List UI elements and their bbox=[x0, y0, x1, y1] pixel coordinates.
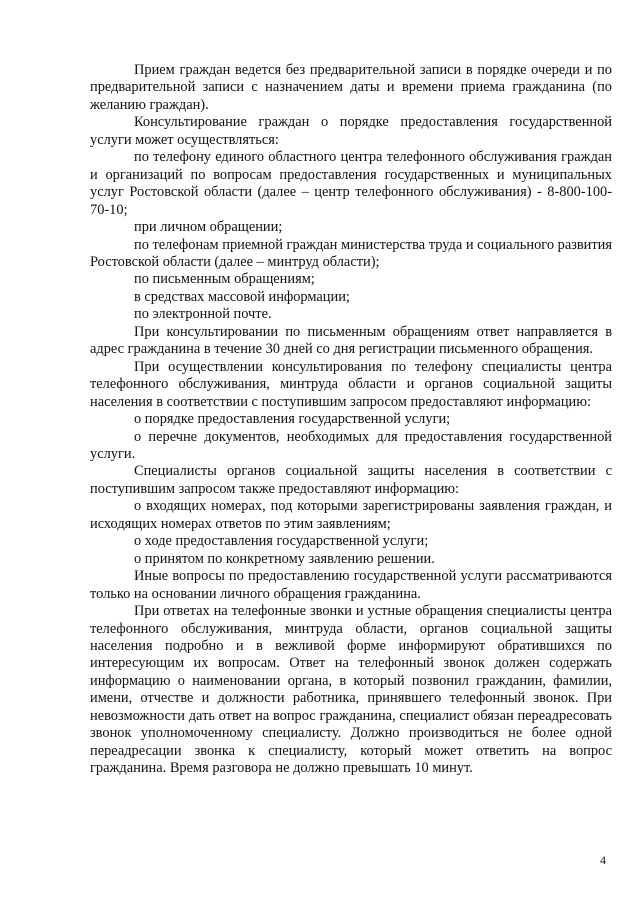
paragraph-phone-consultation: При осуществлении консультирования по телефону специалисты центра телефонного обслуживания, минтруда области и органов социальной защиты населения в соответствии с поступившим запросом предоставляют информацию: bbox=[90, 358, 612, 410]
paragraph-mass-media: в средствах массовой информации; bbox=[134, 288, 350, 305]
document-body bbox=[90, 62, 612, 778]
paragraph-personal-visit: при личном обращении; bbox=[134, 219, 283, 236]
paragraph-written-answer-term: При консультировании по письменным обращениям ответ направляется в адрес гражданина в течение 30 дней со дня регистрации письменного обращения. bbox=[90, 323, 612, 358]
paragraph-other-questions: Иные вопросы по предоставлению государственной услуги рассматриваются только на основании личного обращения гражданина. bbox=[90, 568, 612, 602]
paragraph-social-protection-info: Специалисты органов социальной защиты населения в соответствии с поступившим запросом также предоставляют информацию: bbox=[90, 463, 612, 497]
paragraph-document-list: о перечне документов, необходимых для предоставления государственной услуги. bbox=[90, 428, 612, 462]
paragraph-call-center: по телефону единого областного центра телефонного обслуживания граждан и организаций по вопросам предоставления государственных и муниципальных услуг Ростовской области (далее – центр телефонного обслуживания) - 8-800-100-70-10; bbox=[90, 149, 612, 218]
paragraph-email: по электронной почте. bbox=[134, 306, 272, 323]
page-number: 4 bbox=[600, 853, 606, 867]
paragraph-service-progress: о ходе предоставления государственной услуги; bbox=[134, 533, 429, 550]
paragraph-incoming-numbers: о входящих номерах, под которыми зарегистрированы заявления граждан, и исходящих номерах ответов по этим заявлениям; bbox=[90, 498, 612, 532]
paragraph-service-order: о порядке предоставления государственной услуги; bbox=[134, 411, 451, 428]
paragraph-reception-order: Прием граждан ведется без предварительной записи в порядке очереди и по предварительной записи с назначением даты и времени приема гражданина (по желанию граждан). bbox=[90, 62, 612, 113]
paragraph-ministry-phones: по телефонам приемной граждан министерства труда и социального развития Ростовской области (далее – минтруд области); bbox=[90, 236, 612, 270]
paragraph-decision: о принятом по конкретному заявлению решении. bbox=[134, 550, 435, 567]
paragraph-phone-call-rules: При ответах на телефонные звонки и устные обращения специалисты центра телефонного обслуживания, минтруда области, органов социальной защиты населения подробно и в вежливой форме информируют обратившихся по интересующим их вопросам. Ответ на телефонный звонок должен содержать информацию о наименовании органа, в который позвонил гражданин, фамилии, имени, отчестве и должности работника, принявшего телефонный звонок. При невозможности дать ответ на вопрос гражданина, специалист обязан переадресовать звонок уполномоченному специалисту. Должно производиться не более одной переадресации звонка к специалисту, который может ответить на вопрос гражданина. Время разговора не должно превышать 10 минут. bbox=[90, 603, 612, 777]
paragraph-written-requests: по письменным обращениям; bbox=[134, 271, 315, 288]
paragraph-consultation-intro: Консультирование граждан о порядке предоставления государственной услуги может осуществляться: bbox=[90, 114, 612, 148]
